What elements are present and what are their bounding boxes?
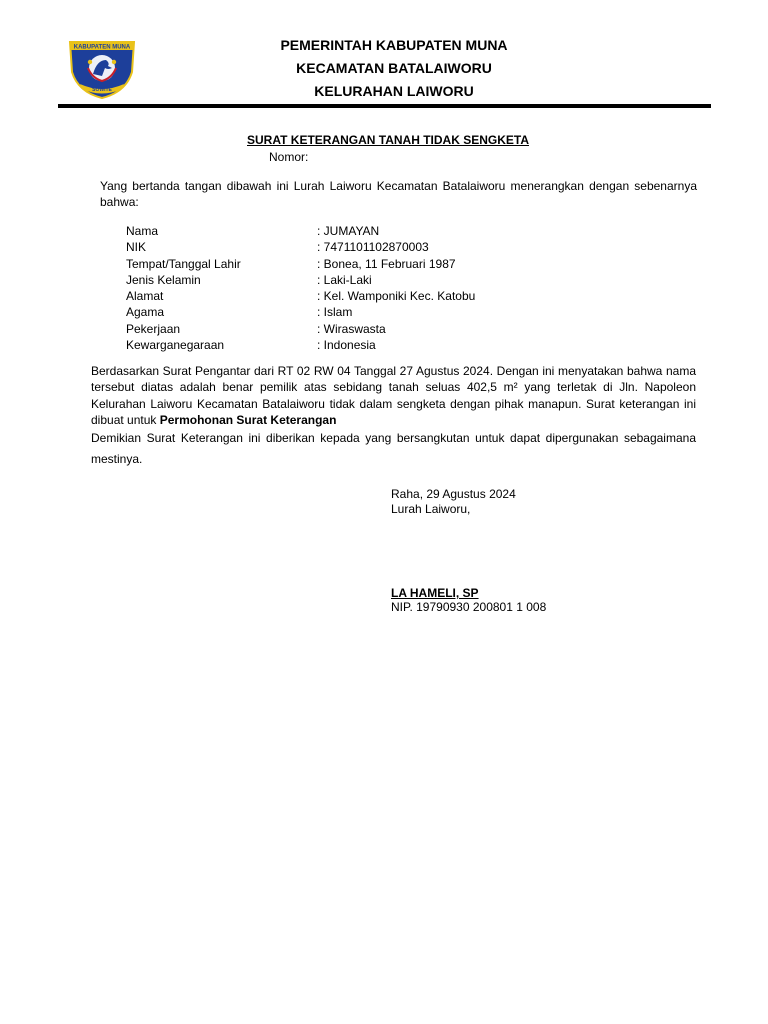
field-label: Kewarganegaraan bbox=[126, 338, 225, 353]
field-value: : 7471101102870003 bbox=[317, 240, 429, 255]
field-value: : JUMAYAN bbox=[317, 224, 380, 238]
svg-text:SOWITE: SOWITE bbox=[92, 87, 112, 93]
field-label: Jenis Kelamin bbox=[126, 272, 201, 287]
body-purpose: Permohonan Surat Keterangan bbox=[159, 412, 337, 427]
header-village: KELURAHAN LAIWORU bbox=[314, 83, 474, 99]
svg-text:KABUPATEN MUNA: KABUPATEN MUNA bbox=[73, 44, 131, 51]
field-value: : Indonesia bbox=[317, 338, 376, 353]
header-government: PEMERINTAH KABUPATEN MUNA bbox=[280, 37, 508, 53]
header-district: KECAMATAN BATALAIWORU bbox=[296, 60, 492, 76]
field-value: : Laki-Laki bbox=[317, 272, 372, 287]
field-label: Pekerjaan bbox=[126, 321, 181, 336]
letterhead-divider bbox=[58, 104, 711, 108]
body-text: Berdasarkan Surat Pengantar dari RT 02 RW 04 Tanggal 27 Agustus 2024. Dengan ini menyatakan bahwa nama tersebut diatas adalah benar pemilik atas sebidang tanah seluas 402,5 m² yang terletak di Jln. Napoleon Kelurahan Laiworu Kecamatan Batalaiworu tidak dalam sengketa dengan pihak manapun. Surat keterangan ini dibuat untuk bbox=[91, 364, 696, 427]
signatory-name: LA HAMELI, SP bbox=[391, 586, 479, 600]
letter-number: Nomor: bbox=[269, 150, 309, 164]
letter-title: SURAT KETERANGAN TANAH TIDAK SENGKETA bbox=[247, 133, 529, 147]
field-value: : Islam bbox=[317, 305, 353, 320]
field-label: Tempat/Tanggal Lahir bbox=[126, 256, 241, 271]
field-label: Nama bbox=[126, 224, 159, 238]
field-value: : Kel. Wamponiki Kec. Katobu bbox=[317, 289, 476, 304]
closing-paragraph: Demikian Surat Keterangan ini diberikan kepada yang bersangkutan untuk dapat dipergunakan sebagaimana mestinya. bbox=[91, 431, 696, 466]
signature-position: Lurah Laiworu, bbox=[391, 502, 471, 516]
field-label: Alamat bbox=[126, 289, 164, 304]
body-paragraph bbox=[91, 363, 696, 428]
field-value: : Bonea, 11 Februari 1987 bbox=[317, 256, 456, 271]
signature-place-date: Raha, 29 Agustus 2024 bbox=[391, 487, 516, 501]
intro-paragraph: Yang bertanda tangan dibawah ini Lurah Laiworu Kecamatan Batalaiworu menerangkan dengan sebenarnya bahwa: bbox=[100, 179, 697, 210]
field-value: : Wiraswasta bbox=[317, 321, 386, 336]
field-label: NIK bbox=[126, 240, 147, 255]
field-label: Agama bbox=[126, 305, 165, 320]
signatory-nip: NIP. 19790930 200801 1 008 bbox=[391, 600, 547, 614]
